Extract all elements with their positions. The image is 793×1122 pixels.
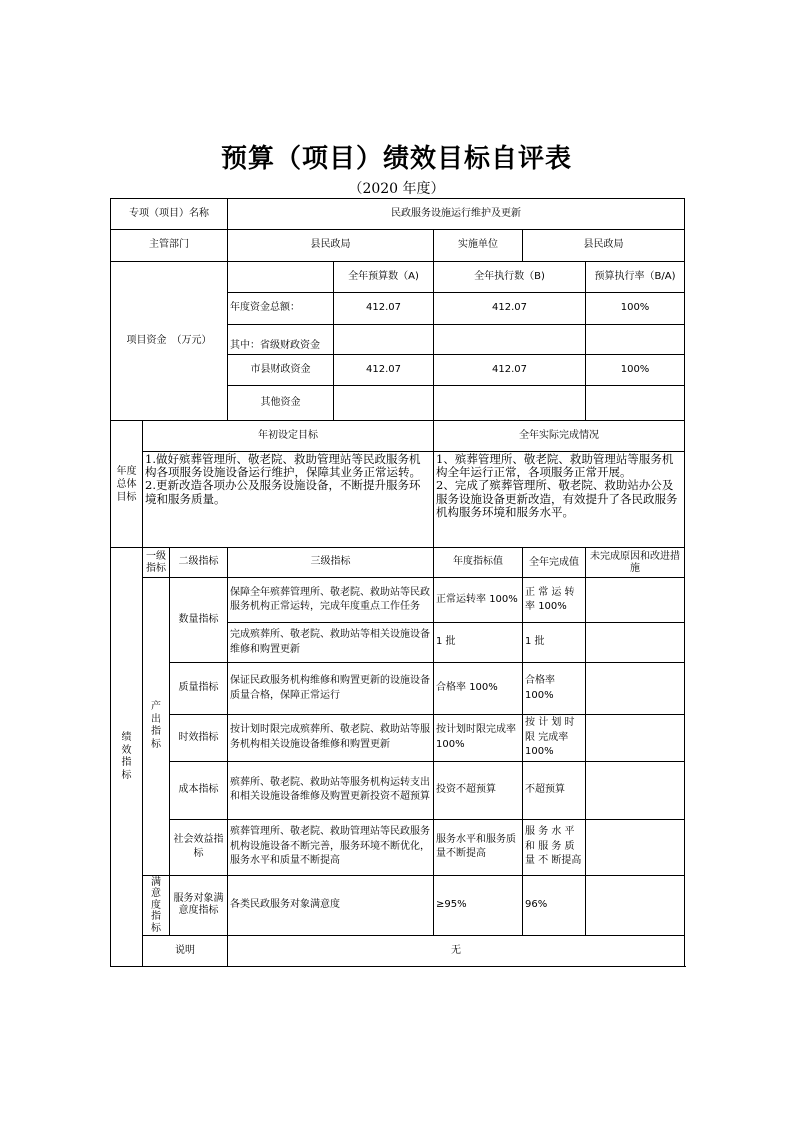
target-header: 年初设定目标: [143, 421, 434, 452]
funds-row-label: 其他资金: [228, 386, 334, 421]
dept-label: 主管部门: [111, 230, 228, 262]
funds-col-a: 全年预算数（A): [334, 262, 434, 293]
indicator-target: 按计划时限完成率100%: [434, 715, 523, 762]
funds-row-a: [334, 325, 434, 355]
dept-value: 县民政局: [228, 230, 434, 262]
header-target: 年度指标值: [434, 548, 523, 578]
indicator-reason: [586, 715, 685, 762]
indicator-target: 1 批: [434, 623, 523, 663]
funds-col-rate: 预算执行率（B/A): [586, 262, 685, 293]
actual-header: 全年实际完成情况: [434, 421, 685, 452]
funds-row-rate: [586, 386, 685, 421]
indicator-actual: 不超预算: [523, 761, 586, 819]
indicator-reason: [586, 761, 685, 819]
cost-indicator-label: 成本指标: [170, 761, 228, 819]
funds-corner: [228, 262, 334, 293]
funds-row-a: [334, 386, 434, 421]
header-level1: 一级指标: [143, 548, 170, 578]
indicator-description: 保证民政服务机构维修和购置更新的设施设备质量合格，保障正常运行: [228, 663, 434, 715]
funds-row-b: [434, 386, 586, 421]
indicator-description: 完成殡葬所、敬老院、救助站等相关设施设备维修和购置更新: [228, 623, 434, 663]
performance-indicator-label: 绩 效 指 标: [111, 548, 143, 967]
impl-label: 实施单位: [434, 230, 523, 262]
target-text: 1.做好殡葬管理所、敬老院、救助管理站等民政服务机构各项服务设施设备运行维护，保障其业务正常运转。 2.更新改造各项办公及服务设施设备，不断提升服务环境和服务质量。: [143, 452, 434, 548]
indicator-reason: [586, 875, 685, 936]
indicator-actual: 正 常 运 转 率 100%: [523, 578, 586, 623]
funds-row-b: [434, 325, 586, 355]
service-satisfaction-indicator-label: 服务对象满意度指标: [170, 875, 228, 936]
social-benefit-indicator-label: 社会效益指标: [170, 819, 228, 875]
funds-label: 项目资金 （万元）: [111, 262, 228, 421]
funds-row-b: 412.07: [434, 293, 586, 325]
indicator-actual: 1 批: [523, 623, 586, 663]
funds-row-rate: 100%: [586, 355, 685, 386]
header-level2: 二级指标: [170, 548, 228, 578]
page-title: 预算（项目）绩效目标自评表: [220, 144, 572, 174]
output-indicator-label: 产 出 指 标: [143, 578, 170, 876]
funds-row-b: 412.07: [434, 355, 586, 386]
annual-goal-label: 年度 总体 目标: [111, 421, 143, 548]
project-name-label: 专项（项目）名称: [111, 199, 228, 230]
quality-indicator-label: 质量指标: [170, 663, 228, 715]
indicator-reason: [586, 663, 685, 715]
note-value: 无: [228, 936, 685, 967]
indicator-description: 按计划时限完成殡葬所、敬老院、救助站等服务机构相关设施设备维修和购置更新: [228, 715, 434, 762]
indicator-target: 投资不超预算: [434, 761, 523, 819]
satisfaction-indicator-label: 满 意 度 指 标: [143, 875, 170, 936]
funds-row-rate: [586, 325, 685, 355]
indicator-description: 保障全年殡葬管理所、敬老院、救助站等民政服务机构正常运转，完成年度重点工作任务: [228, 578, 434, 623]
indicator-description: 殡葬所、敬老院、救助站等服务机构运转支出和相关设施设备维修及购置更新投资不超预算: [228, 761, 434, 819]
funds-row-label: 年度资金总额：: [228, 293, 334, 325]
indicator-reason: [586, 819, 685, 875]
indicator-target: 合格率 100%: [434, 663, 523, 715]
note-label: 说明: [143, 936, 228, 967]
actual-text: 1、殡葬管理所、敬老院、救助管理站等服务机构全年运行正常，各项服务正常开展。 2、完成了殡葬管理所、敬老院、救助站办公及服务设施设备更新改造，有效提升了各民政服务机构服务环境和服务水平。: [434, 452, 685, 548]
funds-row-rate: 100%: [586, 293, 685, 325]
header-level3: 三级指标: [228, 548, 434, 578]
indicator-target: ≥95%: [434, 875, 523, 936]
project-name-value: 民政服务设施运行维护及更新: [228, 199, 685, 230]
funds-row-label: 其中：省级财政资金: [228, 325, 334, 355]
indicator-reason: [586, 578, 685, 623]
header-actual: 全年完成值: [523, 548, 586, 578]
indicator-description: 各类民政服务对象满意度: [228, 875, 434, 936]
header-reason: 未完成原因和改进措施: [586, 548, 685, 578]
indicator-target: 正常运转率 100%: [434, 578, 523, 623]
quantity-indicator-label: 数量指标: [170, 578, 228, 663]
funds-row-a: 412.07: [334, 355, 434, 386]
indicator-actual: 按 计 划 时 限 完成率 100%: [523, 715, 586, 762]
funds-row-label: 市县财政资金: [228, 355, 334, 386]
evaluation-table: [110, 198, 685, 967]
impl-value: 县民政局: [523, 230, 685, 262]
indicator-actual: 96%: [523, 875, 586, 936]
report-year: （2020 年度）: [348, 181, 445, 197]
indicator-actual: 服 务 水 平 和 服 务 质 量 不 断提高: [523, 819, 586, 875]
indicator-target: 服务水平和服务质量不断提高: [434, 819, 523, 875]
indicator-description: 殡葬管理所、敬老院、救助管理站等民政服务机构设施设备不断完善，服务环境不断优化，服务水平和质量不断提高: [228, 819, 434, 875]
funds-col-b: 全年执行数（B): [434, 262, 586, 293]
indicator-reason: [586, 623, 685, 663]
timeliness-indicator-label: 时效指标: [170, 715, 228, 762]
indicator-actual: 合格率 100%: [523, 663, 586, 715]
funds-row-a: 412.07: [334, 293, 434, 325]
